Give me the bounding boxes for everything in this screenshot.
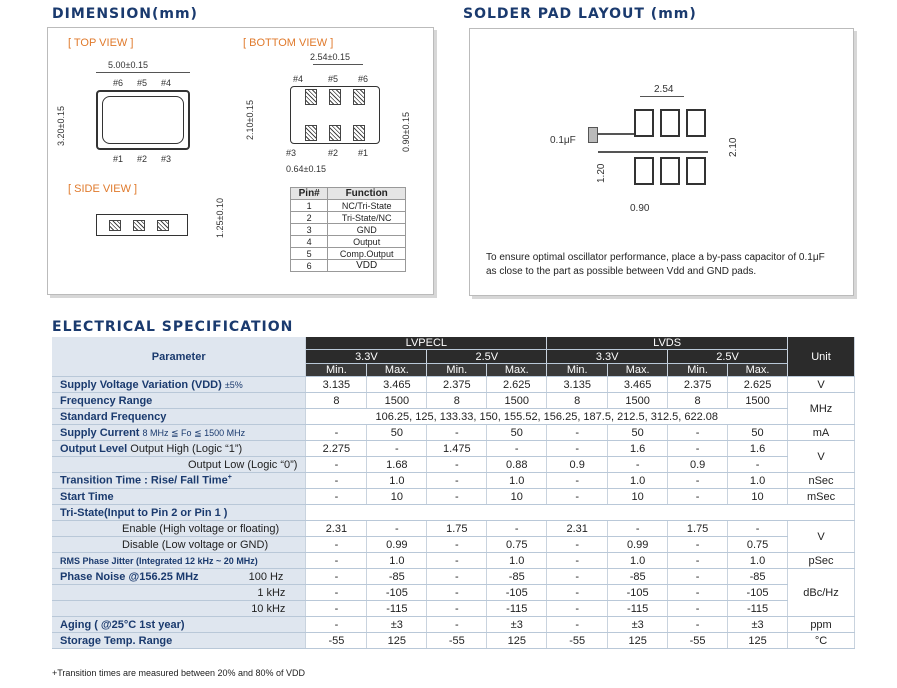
solder-pitch-dim: 2.54 xyxy=(654,84,674,95)
lvpecl-header: LVPECL xyxy=(306,337,547,350)
table-row: 1 NC/Tri-State xyxy=(291,200,406,212)
table-row: Output Level Output High (Logic “1”) 2.275 - 1.475 - - 1.6 - 1.6 V xyxy=(52,441,855,457)
solder-note-line1: To ensure optimal oscillator performance, place a by-pass capacitor of 0.1μF xyxy=(486,252,825,263)
table-row: Phase Noise @156.25 MHz 100 Hz - -85 - -85 - -85 - -85 dBc/Hz xyxy=(52,569,855,585)
parameter-header: Parameter xyxy=(52,337,306,377)
capacitor-pad xyxy=(588,127,598,143)
table-row: RMS Phase Jitter (Integrated 12 kHz ~ 20 MHz) - 1.0 - 1.0 - 1.0 - 1.0 pSec xyxy=(52,553,855,569)
bottom-pin-4: #4 xyxy=(293,74,304,84)
unit-header: Unit xyxy=(788,337,855,377)
electrical-spec-table: Parameter LVPECL LVDS Unit 3.3V 2.5V 3.3V 2.5V Min. Max. Min. Max. Min. Max. Min. Max. Supply Voltage Variation (VDD) ±5% 3.135 3.465 2.375 2.625 3.135 3.465 2.375 2.625 V Frequency Range 8 1500 8 1500 8 1500 8 1500 MHz Standard Frequency 106.25, 125, 133.33, 150, 155.52, 156.25, 187.5, 212.5, 312.5, 622.08 Supply Current 8 MHz ≦ Fo ≦ 1500 MHz - 50 - 50 - 50 - 50 mA Output Level Output High (Logic “1”) 2.275 - 1.475 - - 1.6 - 1.6 V Output Low (Logic “0”) - 1.68 - 0.88 0.9 - 0.9 - Transition Time : Rise/ Fall Time+ - 1.0 - 1.0 - 1.0 - 1.0 nSec Start Time - 10 - 10 - 10 - 10 mSec Tri-State(Input to Pin 2 or Pin 1 ) Enable (High voltage or floating) 2.31 - 1.75 - 2.31 - 1.75 - V Disable (Low voltage or GND) - 0.99 - 0.75 - 0.99 - 0.75 RMS Phase Jitter (Integrated 12 kHz ~ 20 MHz) - 1.0 - 1.0 - 1.0 - 1.0 pSec Phase Noise @156.25 MHz 100 Hz - -85 - -85 - -85 - -85 dBc/Hz 1 kHz - -105 - -105 - -105 - -105 10 kHz - -115 - -115 - -115 - -115 Aging ( @25°C 1st year) - ±3 - ±3 - ±3 - ±3 ppm Storage Temp. Range -55 125 -55 125 -55 125 -55 125 °C xyxy=(52,337,855,649)
table-row: Standard Frequency 106.25, 125, 133.33, 150, 155.52, 156.25, 187.5, 212.5, 312.5, 622.08 xyxy=(52,409,855,425)
lvds-header: LVDS xyxy=(547,337,788,350)
table-row: Supply Current 8 MHz ≦ Fo ≦ 1500 MHz - 50 - 50 - 50 - 50 mA xyxy=(52,425,855,441)
bottom-view-label: [ BOTTOM VIEW ] xyxy=(243,37,334,49)
table-row: 6 VDD xyxy=(291,260,406,272)
pin-header: Pin# xyxy=(291,188,328,200)
table-row: 10 kHz - -115 - -115 - -115 - -115 xyxy=(52,601,855,617)
table-row: 2 Tri-State/NC xyxy=(291,212,406,224)
solder-height-dim: 2.10 xyxy=(728,137,739,157)
solder-pad xyxy=(686,109,706,137)
table-row: Disable (Low voltage or GND) - 0.99 - 0.75 - 0.99 - 0.75 xyxy=(52,537,855,553)
lvpecl-25v-header: 2.5V xyxy=(427,350,547,364)
top-pin-5: #5 xyxy=(137,78,148,88)
solder-pad xyxy=(660,109,680,137)
lvds-33v-header: 3.3V xyxy=(547,350,668,364)
bottom-pin-3: #3 xyxy=(286,148,297,158)
bottom-pin-5: #5 xyxy=(328,74,339,84)
solder-panel xyxy=(469,28,854,296)
solder-note-line2: as close to the part as possible between Vdd and GND pads. xyxy=(486,266,757,277)
bottom-pad-w-dim: 0.64±0.15 xyxy=(286,164,326,174)
solder-pad-w-dim: 0.90 xyxy=(630,203,650,214)
solder-pad-len-dim: 1.20 xyxy=(596,163,607,183)
table-row: Aging ( @25°C 1st year) - ±3 - ±3 - ±3 - ±3 ppm xyxy=(52,617,855,633)
solder-pad xyxy=(634,157,654,185)
table-row: Output Low (Logic “0”) - 1.68 - 0.88 0.9 - 0.9 - xyxy=(52,457,855,473)
side-view-label: [ SIDE VIEW ] xyxy=(68,183,138,195)
bottom-pin-2: #2 xyxy=(328,148,339,158)
solder-pad xyxy=(634,109,654,137)
top-view-label: [ TOP VIEW ] xyxy=(68,37,134,49)
top-pin-1: #1 xyxy=(113,154,124,164)
function-header: Function xyxy=(328,188,406,200)
lvds-25v-header: 2.5V xyxy=(668,350,788,364)
table-row: Transition Time : Rise/ Fall Time+ - 1.0 - 1.0 - 1.0 - 1.0 nSec xyxy=(52,473,855,489)
top-length-dim: 5.00±0.15 xyxy=(108,60,148,70)
bottom-pin-1: #1 xyxy=(358,148,369,158)
top-width-dim: 3.20±0.15 xyxy=(56,106,66,146)
package-bottom-view xyxy=(290,86,380,144)
side-height-dim: 1.25±0.10 xyxy=(215,198,225,238)
package-side-view xyxy=(96,214,188,236)
solder-title: SOLDER PAD LAYOUT (mm) xyxy=(463,6,697,22)
pin-function-table xyxy=(290,187,406,272)
capacitor-label: 0.1μF xyxy=(550,135,576,146)
table-row: 4 Output xyxy=(291,236,406,248)
package-top-view xyxy=(96,90,190,150)
bottom-pitch-dim: 2.54±0.15 xyxy=(310,52,350,62)
table-row: Storage Temp. Range -55 125 -55 125 -55 125 -55 125 °C xyxy=(52,633,855,649)
table-row: 1 kHz - -105 - -105 - -105 - -105 xyxy=(52,585,855,601)
top-pin-3: #3 xyxy=(161,154,172,164)
solder-pad xyxy=(686,157,706,185)
top-pin-2: #2 xyxy=(137,154,148,164)
table-row: Start Time - 10 - 10 - 10 - 10 mSec xyxy=(52,489,855,505)
table-row: 5 Comp.Output xyxy=(291,248,406,260)
footnote: +Transition times are measured between 20% and 80% of VDD xyxy=(52,668,306,678)
lvpecl-33v-header: 3.3V xyxy=(306,350,427,364)
bottom-pad-h-dim: 2.10±0.15 xyxy=(245,100,255,140)
top-pin-6: #6 xyxy=(113,78,124,88)
bottom-pin-6: #6 xyxy=(358,74,369,84)
top-pin-4: #4 xyxy=(161,78,172,88)
table-row: Frequency Range 8 1500 8 1500 8 1500 8 1500 MHz xyxy=(52,393,855,409)
dimension-panel xyxy=(47,27,434,295)
bottom-pad-t-dim: 0.90±0.15 xyxy=(401,112,411,152)
table-row: 3 GND xyxy=(291,224,406,236)
dimension-title: DIMENSION(mm) xyxy=(52,6,198,22)
table-row: Enable (High voltage or floating) 2.31 - 1.75 - 2.31 - 1.75 - V xyxy=(52,521,855,537)
table-row: Tri-State(Input to Pin 2 or Pin 1 ) xyxy=(52,505,855,521)
table-row: Supply Voltage Variation (VDD) ±5% 3.135 3.465 2.375 2.625 3.135 3.465 2.375 2.625 V xyxy=(52,377,855,393)
solder-pad xyxy=(660,157,680,185)
spec-title: ELECTRICAL SPECIFICATION xyxy=(52,319,294,335)
